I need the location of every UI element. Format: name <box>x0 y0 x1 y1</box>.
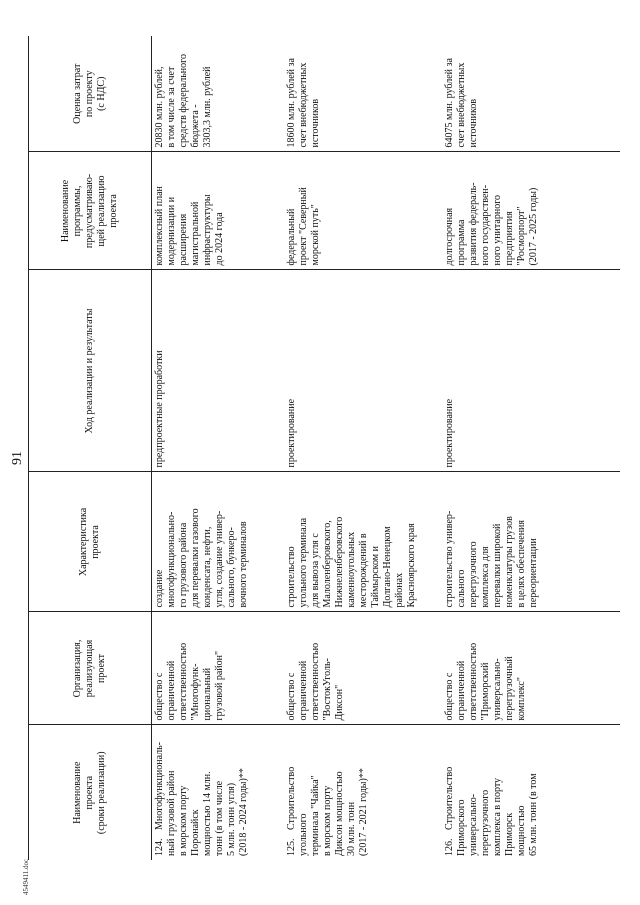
program-cell: долгосрочная программа развития федераль- ного государствен- ного унитарного предприятия "Росморпорт" (2017 - 2025 годы) <box>442 152 621 270</box>
table-row <box>152 36 284 860</box>
table-row <box>442 36 621 860</box>
header-cost: Оценка затрат по проекту (с НДС) <box>29 36 152 152</box>
project-name: Многофункциональ- ный грузовой район в морском порту Поронайск мощностью 14 млн. тонн (в том числе 5 млн. тонн угля) (2018 - 2024 годы)** <box>154 742 249 856</box>
table-row <box>284 36 442 860</box>
cost-cell: 18600 млн. рублей за счет внебюджетных источников <box>285 58 321 148</box>
project-name: Строительство угольного терминала "Чайка" в морском порту Диксон мощностью 30 млн. тонн (2017 - 2021 годы)** <box>285 766 369 856</box>
header-program: Наименование программы, предусматриваю- щей реализацию проекта <box>29 152 152 270</box>
characteristics-cell: строительство угольного терминала для вывоза угля с Малоленберовского, Нижнеленберовского каменноугольных месторождений в Таймырском и Долгано-Ненецком районах Красноярского края <box>284 472 442 612</box>
project-name-cell <box>284 725 442 860</box>
row-number: 126. <box>443 838 455 856</box>
page-number: 91 <box>10 451 25 465</box>
characteristics-cell: строительство универ- сального перегрузочного комплекса для перевалки широкой номенклатуры грузов в целях обеспечения переориентации <box>442 472 621 612</box>
organization-cell: общество с ограниченной ответственностью "Приморский универсально- перегрузочный комплекс" <box>442 612 621 725</box>
document-reference: 4549411.doc <box>22 858 30 895</box>
cost-cell: 64075 млн. рублей за счет внебюджетных источников <box>443 58 479 148</box>
cost-cell: 20830 млн. рублей, в том числе за счет средств федерального бюджета - 3303,3 млн. рублей <box>154 54 213 148</box>
organization-cell: общество с ограниченной ответственностью "Многофунк- циональный грузовой район" <box>152 612 284 725</box>
progress-cell: проектирование <box>442 270 621 472</box>
progress-cell: предпроектные проработки <box>152 270 284 472</box>
project-name-cell <box>152 725 284 860</box>
row-number: 125. <box>285 838 297 856</box>
project-name-cell <box>442 725 621 860</box>
header-project-name: Наименование проекта (сроки реализации) <box>29 725 152 860</box>
header-characteristics: Характеристика проекта <box>29 472 152 612</box>
program-cell: комплексный план модернизации и расширения магистральной инфраструктуры до 2024 года <box>152 152 284 270</box>
row-number: 124. <box>154 838 165 856</box>
project-name: Строительство Приморского универсально- перегрузочного комплекса в порту Приморск мощностью 65 млн. тонн (в том <box>443 766 539 856</box>
characteristics-cell: создание многофункционально- го грузового района для перевалки газового конденсата, нефти, угля, создание универ- сального, бункеро- вочного терминалов <box>152 472 284 612</box>
progress-cell: проектирование <box>284 270 442 472</box>
projects-table <box>28 36 620 860</box>
program-cell: федеральный проект "Северный морской путь" <box>284 152 442 270</box>
table-header-row <box>29 36 152 860</box>
header-organization: Организация, реализующая проект <box>29 612 152 725</box>
organization-cell: общество с ограниченной ответственностью "ВостокУголь- Диксон" <box>284 612 442 725</box>
header-progress: Ход реализации и результаты <box>29 270 152 472</box>
